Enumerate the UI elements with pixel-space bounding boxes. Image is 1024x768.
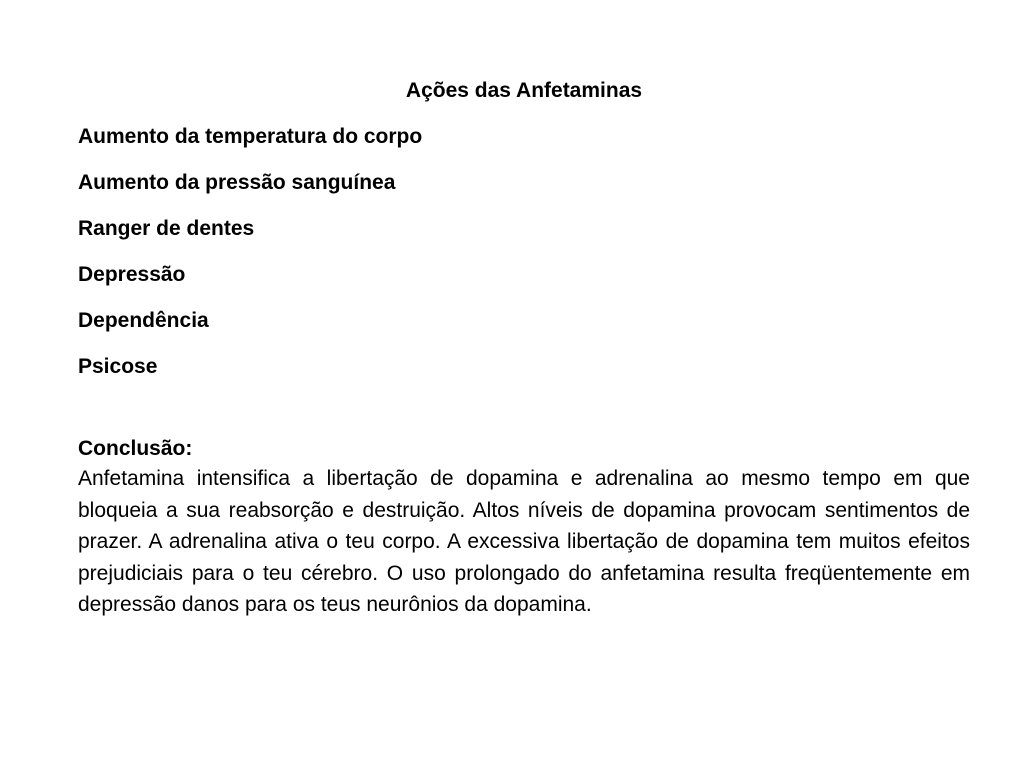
conclusion-section [78, 435, 970, 621]
list-item: Dependência [78, 309, 209, 332]
conclusion-heading: Conclusão: [78, 437, 193, 460]
list-item: Aumento da temperatura do corpo [78, 125, 423, 148]
list-item: Depressão [78, 263, 186, 286]
effects-list [78, 124, 422, 400]
list-item: Ranger de dentes [78, 217, 255, 240]
list-item: Psicose [78, 355, 158, 378]
slide-title: Ações das Anfetaminas [405, 79, 643, 102]
list-item: Aumento da pressão sanguínea [78, 171, 396, 194]
conclusion-paragraph: Anfetamina intensifica a libertação de dopamina e adrenalina ao mesmo tempo em que bloqueia a sua reabsorção e destruição. Altos níveis de dopamina provocam sentimentos de prazer. A adrenalina ativa o teu corpo. A excessiva libertação de dopamina tem muitos efeitos prejudiciais para o teu cérebro. O uso prolongado do anfetamina resulta freqüentemente em depressão danos para os teus neurônios da dopamina. [78, 467, 970, 616]
